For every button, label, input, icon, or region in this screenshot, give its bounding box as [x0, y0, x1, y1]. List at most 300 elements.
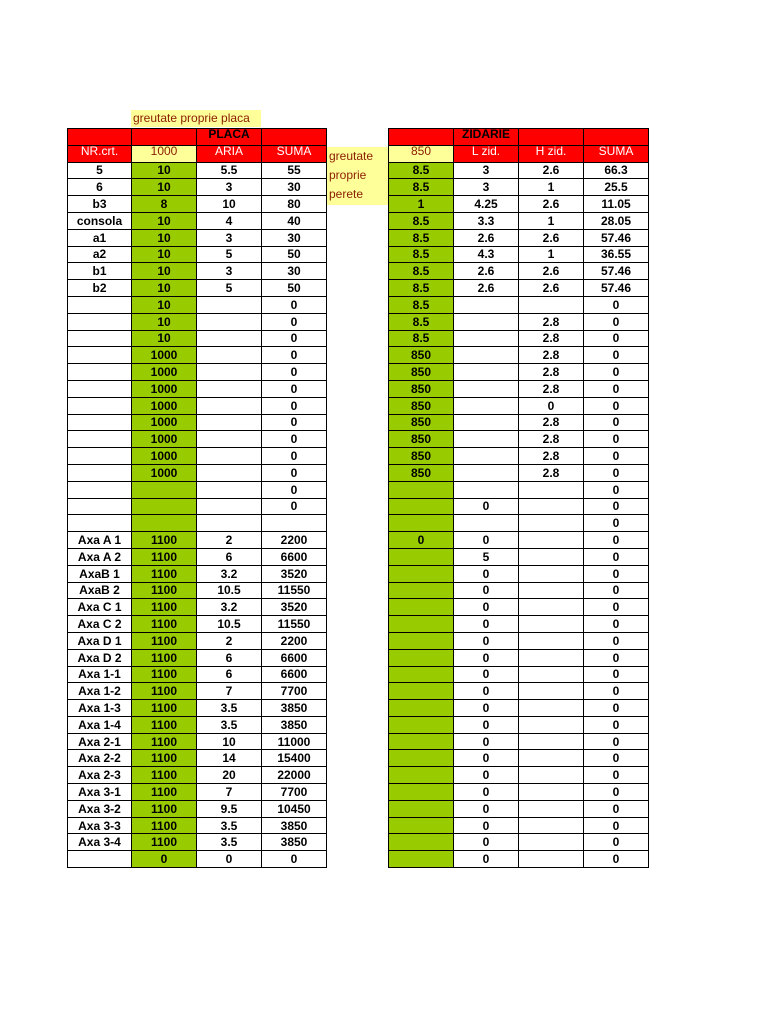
table-row — [68, 364, 327, 381]
table-cell: 80 — [262, 196, 327, 213]
table-cell — [197, 364, 262, 381]
table-cell — [68, 347, 132, 364]
table-cell — [197, 515, 262, 532]
table-cell: Axa C 1 — [68, 599, 132, 616]
table-cell: 3520 — [262, 599, 327, 616]
table-cell — [389, 716, 454, 733]
table-cell: 1100 — [132, 582, 197, 599]
table-cell: Axa 2-2 — [68, 750, 132, 767]
table-row — [68, 330, 327, 347]
table-cell: 6600 — [262, 548, 327, 565]
table-row — [389, 767, 649, 784]
table-cell — [519, 683, 584, 700]
table-cell: Axa 1-1 — [68, 666, 132, 683]
table-cell: 10 — [197, 196, 262, 213]
table-cell: 8.5 — [389, 229, 454, 246]
table-cell: 2.6 — [519, 162, 584, 179]
table-cell: 1100 — [132, 632, 197, 649]
table-cell: 0 — [454, 800, 519, 817]
table-cell: 850 — [389, 397, 454, 414]
table-cell — [389, 632, 454, 649]
table-cell: 0 — [454, 649, 519, 666]
table-cell: 1100 — [132, 649, 197, 666]
table-cell: 40 — [262, 212, 327, 229]
table-cell: 2200 — [262, 632, 327, 649]
table-cell — [68, 364, 132, 381]
table-row — [68, 700, 327, 717]
table-cell: 2.6 — [519, 196, 584, 213]
table-cell — [197, 313, 262, 330]
table-cell: 0 — [584, 599, 649, 616]
table-cell: Axa A 2 — [68, 548, 132, 565]
table-cell: 1 — [519, 246, 584, 263]
table-row — [68, 616, 327, 633]
table-cell — [68, 448, 132, 465]
table-cell: 1000 — [132, 448, 197, 465]
table-cell: 7 — [197, 784, 262, 801]
perete-label-line: proprie — [329, 168, 367, 182]
table-cell: 0 — [262, 347, 327, 364]
table-cell — [389, 481, 454, 498]
table-cell: 2200 — [262, 532, 327, 549]
table-cell: b3 — [68, 196, 132, 213]
table-cell — [454, 464, 519, 481]
table-cell: 0 — [262, 851, 327, 868]
table-cell: 0 — [584, 666, 649, 683]
table-cell — [519, 498, 584, 515]
table-cell: 850 — [389, 431, 454, 448]
table-cell: 8.5 — [389, 280, 454, 297]
table-row — [389, 582, 649, 599]
table-cell: 2.6 — [519, 229, 584, 246]
table-cell: 8.5 — [389, 263, 454, 280]
table-cell: 3850 — [262, 716, 327, 733]
table-cell: 0 — [454, 565, 519, 582]
table-row — [68, 750, 327, 767]
table-cell — [454, 364, 519, 381]
table-cell — [197, 481, 262, 498]
table-cell: 2.8 — [519, 380, 584, 397]
table-cell: 3.2 — [197, 599, 262, 616]
table-row — [68, 515, 327, 532]
title-cell — [132, 129, 197, 146]
table-cell: 0 — [454, 632, 519, 649]
table-cell: 2.6 — [454, 280, 519, 297]
table-cell — [519, 784, 584, 801]
table-cell: 1 — [519, 212, 584, 229]
table-row — [389, 229, 649, 246]
table-cell — [197, 414, 262, 431]
table-cell — [68, 515, 132, 532]
title-cell — [519, 129, 584, 146]
table-cell: 0 — [454, 582, 519, 599]
table-cell: 2.6 — [519, 280, 584, 297]
table-cell: 10 — [132, 296, 197, 313]
table-cell — [454, 313, 519, 330]
table-cell — [197, 498, 262, 515]
table-cell — [454, 296, 519, 313]
table-row — [68, 800, 327, 817]
table-cell — [519, 515, 584, 532]
table-cell: 14 — [197, 750, 262, 767]
table-row — [389, 481, 649, 498]
table-row — [68, 851, 327, 868]
table-cell — [519, 565, 584, 582]
table-cell: 0 — [262, 296, 327, 313]
table-cell: 1100 — [132, 532, 197, 549]
table-row — [389, 448, 649, 465]
table-cell: 850 — [389, 448, 454, 465]
table-cell: 0 — [584, 313, 649, 330]
table-row — [389, 330, 649, 347]
table-cell: 3.5 — [197, 817, 262, 834]
table-cell: 0 — [262, 448, 327, 465]
table-cell — [519, 767, 584, 784]
title-cell — [68, 129, 132, 146]
table-cell — [389, 851, 454, 868]
table-cell: 3 — [197, 229, 262, 246]
perete-label-line: perete — [329, 187, 364, 201]
table-row — [389, 817, 649, 834]
table-cell — [519, 632, 584, 649]
table-cell — [519, 733, 584, 750]
table-row — [389, 431, 649, 448]
table-cell: 2.6 — [454, 229, 519, 246]
table-cell: 10 — [132, 313, 197, 330]
table-row — [68, 565, 327, 582]
table-cell: 0 — [584, 767, 649, 784]
table-cell: 28.05 — [584, 212, 649, 229]
table-cell — [68, 481, 132, 498]
table-cell: 3.3 — [454, 212, 519, 229]
table-row — [68, 464, 327, 481]
table-cell: Axa 3-4 — [68, 834, 132, 851]
table-row — [389, 162, 649, 179]
table-cell: 0 — [584, 616, 649, 633]
table-cell: 50 — [262, 246, 327, 263]
table-cell — [389, 800, 454, 817]
table-cell: 1100 — [132, 565, 197, 582]
table-cell — [132, 515, 197, 532]
table-row — [68, 397, 327, 414]
table-cell: 0 — [584, 750, 649, 767]
table-cell: 50 — [262, 280, 327, 297]
table-cell: consola — [68, 212, 132, 229]
table-row — [68, 498, 327, 515]
table-cell: 8 — [132, 196, 197, 213]
placa-table — [67, 128, 327, 868]
table-cell: b2 — [68, 280, 132, 297]
table-cell: 8.5 — [389, 330, 454, 347]
table-cell: 8.5 — [389, 212, 454, 229]
table-cell: 3520 — [262, 565, 327, 582]
table-cell — [389, 582, 454, 599]
table-cell — [519, 616, 584, 633]
table-row — [68, 666, 327, 683]
table-cell: 6600 — [262, 666, 327, 683]
table-cell: 9.5 — [197, 800, 262, 817]
table-row — [389, 397, 649, 414]
table-cell — [389, 750, 454, 767]
table-cell: AxaB 1 — [68, 565, 132, 582]
table-row — [68, 834, 327, 851]
table-cell: 11.05 — [584, 196, 649, 213]
table-cell: 0 — [454, 498, 519, 515]
table-cell — [454, 380, 519, 397]
table-cell: Axa 1-4 — [68, 716, 132, 733]
table-cell: 1100 — [132, 683, 197, 700]
column-header: 850 — [389, 145, 454, 162]
table-cell: 6 — [68, 179, 132, 196]
table-cell — [519, 666, 584, 683]
table-cell — [519, 599, 584, 616]
table-cell — [197, 296, 262, 313]
table-cell: 0 — [584, 800, 649, 817]
table-cell — [389, 834, 454, 851]
table-cell: 0 — [584, 834, 649, 851]
perete-label-line: greutate — [329, 149, 374, 163]
table-cell: 8.5 — [389, 313, 454, 330]
table-row — [389, 280, 649, 297]
table-cell: 0 — [584, 716, 649, 733]
table-cell: 8.5 — [389, 179, 454, 196]
table-cell: AxaB 2 — [68, 582, 132, 599]
table-cell: 1 — [519, 179, 584, 196]
table-row — [68, 683, 327, 700]
table-cell — [454, 397, 519, 414]
table-cell: 0 — [584, 733, 649, 750]
table-cell: 2.8 — [519, 347, 584, 364]
table-row — [68, 162, 327, 179]
table-cell: 0 — [197, 851, 262, 868]
table-cell — [197, 397, 262, 414]
table-cell — [389, 515, 454, 532]
table-cell: 0 — [262, 364, 327, 381]
table-cell: Axa A 1 — [68, 532, 132, 549]
table-cell: 1100 — [132, 548, 197, 565]
table-cell: 11000 — [262, 733, 327, 750]
table-cell: 2.6 — [454, 263, 519, 280]
column-header: L zid. — [454, 145, 519, 162]
table-row — [389, 666, 649, 683]
table-cell: 0 — [454, 767, 519, 784]
table-cell: 11550 — [262, 582, 327, 599]
table-cell — [519, 582, 584, 599]
table-row — [389, 565, 649, 582]
placa-weight-label: greutate proprie placa — [131, 110, 261, 127]
table-cell — [519, 750, 584, 767]
table-row — [68, 313, 327, 330]
table-row — [68, 280, 327, 297]
table-cell: 1100 — [132, 666, 197, 683]
table-row — [68, 481, 327, 498]
table-cell: 36.55 — [584, 246, 649, 263]
table-cell: 0 — [262, 481, 327, 498]
table-cell — [454, 330, 519, 347]
table-cell — [197, 464, 262, 481]
table-cell: 10.5 — [197, 582, 262, 599]
table-row — [389, 616, 649, 633]
table-cell: 3.2 — [197, 565, 262, 582]
column-header: H zid. — [519, 145, 584, 162]
table-cell: 1000 — [132, 414, 197, 431]
table-cell — [454, 414, 519, 431]
table-cell: 5 — [454, 548, 519, 565]
column-header: SUMA — [584, 145, 649, 162]
table-cell: 1 — [389, 196, 454, 213]
column-header: 1000 — [132, 145, 197, 162]
table-row — [389, 750, 649, 767]
table-cell: 0 — [454, 532, 519, 549]
table-cell: 2.8 — [519, 364, 584, 381]
table-cell: Axa 3-1 — [68, 784, 132, 801]
table-cell: 4 — [197, 212, 262, 229]
table-cell: 3.5 — [197, 700, 262, 717]
table-cell: 1100 — [132, 716, 197, 733]
table-row — [389, 599, 649, 616]
table-cell: 30 — [262, 263, 327, 280]
table-cell — [389, 817, 454, 834]
table-cell: 0 — [584, 347, 649, 364]
table-cell — [197, 431, 262, 448]
table-cell: 0 — [454, 716, 519, 733]
table-row — [389, 851, 649, 868]
table-cell: 0 — [519, 397, 584, 414]
table-cell: 10 — [132, 179, 197, 196]
table-cell: 0 — [584, 481, 649, 498]
table-row — [389, 716, 649, 733]
table-row — [68, 599, 327, 616]
table-cell: 1000 — [132, 431, 197, 448]
table-cell — [68, 464, 132, 481]
table-cell — [389, 700, 454, 717]
table-row — [389, 498, 649, 515]
table-cell: 0 — [584, 515, 649, 532]
table-row — [389, 515, 649, 532]
table-cell: 3.5 — [197, 834, 262, 851]
table-cell — [519, 834, 584, 851]
table-cell: 0 — [584, 364, 649, 381]
table-cell: 3 — [454, 179, 519, 196]
table-row — [389, 532, 649, 549]
table-cell: 0 — [584, 548, 649, 565]
table-cell — [389, 666, 454, 683]
table-cell: 3850 — [262, 834, 327, 851]
table-row — [389, 179, 649, 196]
table-row — [68, 548, 327, 565]
table-row — [68, 649, 327, 666]
table-cell — [389, 649, 454, 666]
table-row — [389, 683, 649, 700]
table-row — [68, 229, 327, 246]
table-row — [389, 246, 649, 263]
table-cell: 0 — [262, 414, 327, 431]
table-cell: Axa 3-2 — [68, 800, 132, 817]
table-cell: 0 — [584, 431, 649, 448]
table-cell — [389, 784, 454, 801]
table-row — [389, 800, 649, 817]
table-cell — [389, 733, 454, 750]
table-row — [389, 380, 649, 397]
table-cell: 57.46 — [584, 263, 649, 280]
table-cell: 1000 — [132, 347, 197, 364]
table-cell — [519, 296, 584, 313]
table-cell: 5 — [197, 280, 262, 297]
table-cell: 3850 — [262, 700, 327, 717]
table-cell: 0 — [584, 330, 649, 347]
zidarie-table — [388, 128, 649, 868]
table-row — [389, 733, 649, 750]
table-cell: 0 — [584, 784, 649, 801]
table-cell: 0 — [454, 683, 519, 700]
table-cell: 11550 — [262, 616, 327, 633]
table-cell: 7700 — [262, 683, 327, 700]
table-cell: 850 — [389, 464, 454, 481]
table-cell — [197, 380, 262, 397]
table-cell — [68, 498, 132, 515]
table-cell: 1100 — [132, 767, 197, 784]
table-cell: 850 — [389, 414, 454, 431]
table-row — [389, 834, 649, 851]
table-row — [68, 246, 327, 263]
table-cell — [68, 431, 132, 448]
table-cell — [68, 414, 132, 431]
table-cell: 7 — [197, 683, 262, 700]
table-cell: 0 — [584, 464, 649, 481]
table-cell: 0 — [262, 431, 327, 448]
table-cell — [454, 515, 519, 532]
table-cell: 0 — [584, 817, 649, 834]
table-row — [389, 632, 649, 649]
table-cell: 2.8 — [519, 313, 584, 330]
table-cell — [68, 313, 132, 330]
table-row — [68, 212, 327, 229]
table-cell — [389, 599, 454, 616]
table-cell — [519, 800, 584, 817]
table-cell: 0 — [262, 380, 327, 397]
zidarie-title-row — [389, 129, 649, 146]
table-row — [68, 431, 327, 448]
table-cell: 0 — [454, 599, 519, 616]
table-cell: 3 — [454, 162, 519, 179]
table-cell: 0 — [584, 632, 649, 649]
table-cell: 1100 — [132, 817, 197, 834]
table-cell: b1 — [68, 263, 132, 280]
table-row — [389, 784, 649, 801]
table-cell: 0 — [454, 851, 519, 868]
table-cell: 0 — [584, 582, 649, 599]
table-cell: 0 — [132, 851, 197, 868]
table-row — [68, 296, 327, 313]
table-cell: 10 — [132, 330, 197, 347]
table-cell — [519, 548, 584, 565]
table-cell: Axa 3-3 — [68, 817, 132, 834]
table-cell: 55 — [262, 162, 327, 179]
table-row — [389, 196, 649, 213]
table-cell: 850 — [389, 380, 454, 397]
table-cell: 7700 — [262, 784, 327, 801]
table-cell — [132, 481, 197, 498]
table-cell: 1100 — [132, 800, 197, 817]
zidarie-title: ZIDARIE — [454, 129, 519, 146]
table-cell: 0 — [454, 733, 519, 750]
table-row — [389, 263, 649, 280]
table-cell — [454, 431, 519, 448]
table-cell — [197, 347, 262, 364]
table-row — [68, 380, 327, 397]
table-row — [68, 582, 327, 599]
table-cell — [519, 481, 584, 498]
